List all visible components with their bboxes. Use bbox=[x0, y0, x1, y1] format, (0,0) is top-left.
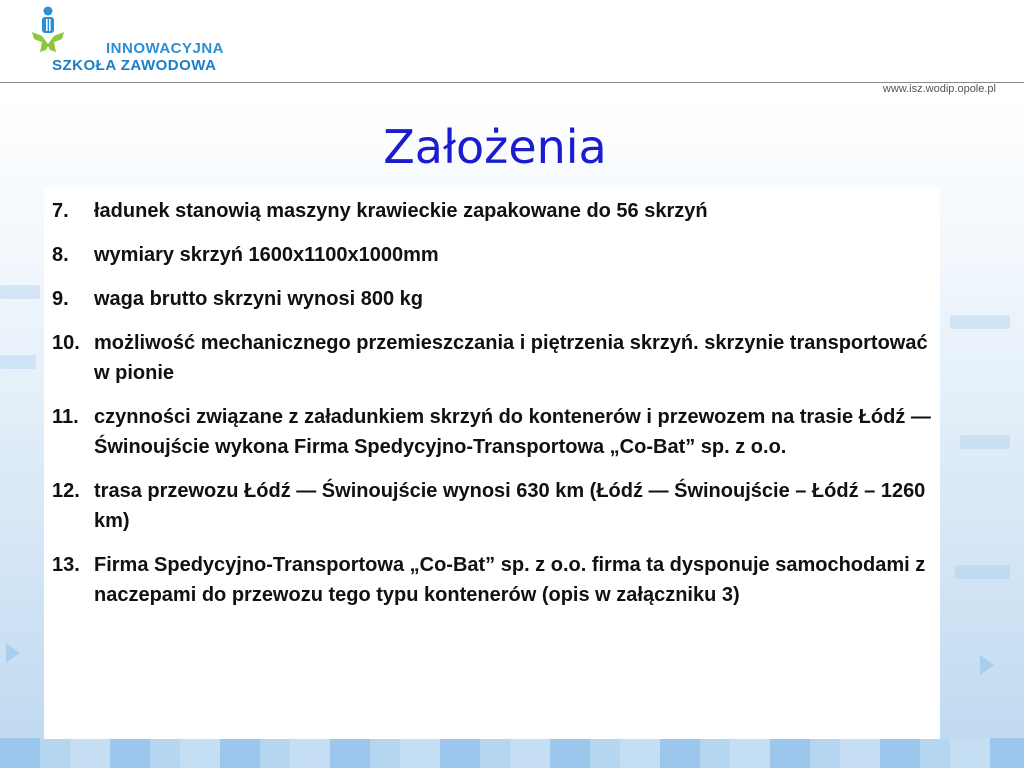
item-number: 13. bbox=[52, 554, 80, 576]
website-url: www.isz.wodip.opole.pl bbox=[882, 83, 996, 95]
logo-text bbox=[52, 40, 225, 74]
list-item bbox=[52, 476, 932, 536]
item-text: ładunek stanowią maszyny krawieckie zapakowane do 56 skrzyń bbox=[94, 200, 708, 222]
item-number: 10. bbox=[52, 332, 80, 354]
logo-line1: INNOWACYJNA bbox=[106, 40, 225, 57]
item-number: 12. bbox=[52, 480, 80, 502]
list-item bbox=[52, 196, 932, 226]
bottom-decorative-band bbox=[0, 738, 1024, 768]
item-text: trasa przewozu Łódź — Świnoujście wynosi 630 km (Łódź — Świnoujście – Łódź – 1260 km) bbox=[94, 480, 926, 532]
item-text: czynności związane z załadunkiem skrzyń do kontenerów i przewozem na trasie Łódź — Świnoujście wykona Firma Spedycyjno-Transportowa „Co-Bat” sp. z o.o. bbox=[94, 406, 931, 458]
item-number: 8. bbox=[52, 244, 69, 266]
slide-title: Założenia bbox=[383, 120, 607, 174]
list-item bbox=[52, 328, 932, 388]
item-text: możliwość mechanicznego przemieszczania i piętrzenia skrzyń. skrzynie transportować w pionie bbox=[94, 332, 928, 384]
list-item bbox=[52, 550, 932, 610]
item-text: Firma Spedycyjno-Transportowa „Co-Bat” sp. z o.o. firma ta dysponuje samochodami z naczepami do przewozu tego typu kontenerów (opis w załączniku 3) bbox=[94, 554, 926, 606]
logo bbox=[26, 6, 226, 78]
logo-figure-icon bbox=[26, 6, 70, 56]
item-number: 7. bbox=[52, 200, 69, 222]
list-item bbox=[52, 402, 932, 462]
logo-line2: SZKOŁA ZAWODOWA bbox=[52, 57, 217, 74]
item-number: 11. bbox=[52, 406, 79, 428]
item-text: waga brutto skrzyni wynosi 800 kg bbox=[94, 288, 423, 310]
item-number: 9. bbox=[52, 288, 69, 310]
item-text: wymiary skrzyń 1600x1100x1000mm bbox=[94, 244, 439, 266]
list-item bbox=[52, 240, 932, 270]
assumptions-list bbox=[52, 196, 932, 624]
header-divider bbox=[0, 82, 1024, 83]
list-item bbox=[52, 284, 932, 314]
